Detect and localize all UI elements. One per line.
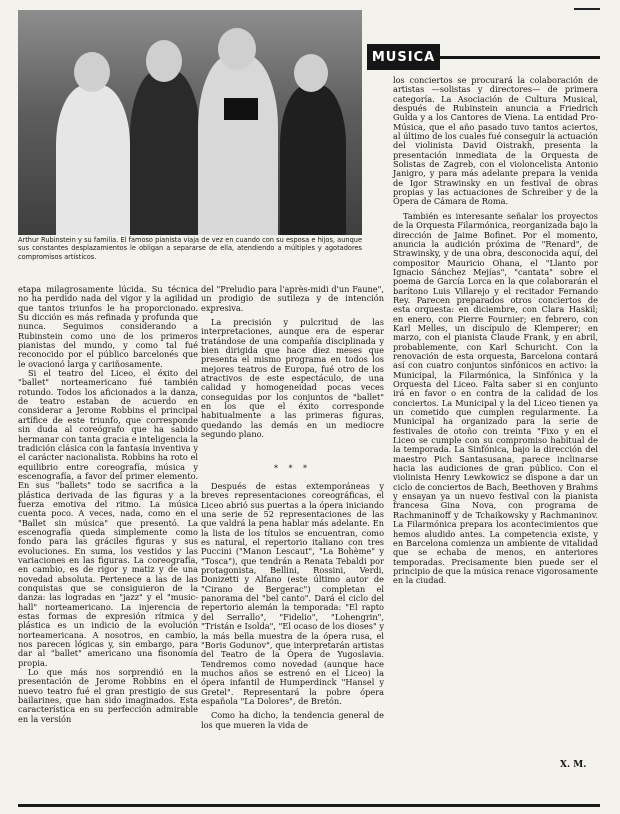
paragraph: del "Preludio para l'après-midi d'un Faune", un prodigio de sutileza y de intención expresiva.: [201, 284, 384, 313]
bottom-rule: [18, 804, 600, 807]
head-center-left: [146, 40, 182, 82]
figure-center-right: [198, 55, 278, 235]
column-3: [393, 76, 598, 586]
figure-left: [56, 85, 130, 235]
top-rule: [574, 8, 600, 10]
head-right: [294, 54, 328, 92]
paragraph: Después de estas extemporáneas y breves representaciones coreográficas, el Liceo abrió sus puertas a la ópera iniciando una serie de 52 representaciones de las que valdrá la pena hablar más adelante. En la lista de los títulos se encuentran, como es natural, el repertorio italiano con tres Puccini ("Manon Lescaut", "La Bohème" y "Tosca"), que tendrán a Renata Tebaldi por protagonista, Bellini, Rossini, Verdi, Donizetti y Alfano (este último autor de "Cirano de Bergerac") completan el panorama del "bel canto". Dará el ciclo del repertorio alemán la temporada: "El rapto del Serrallo", "Fidelio", "Lohengrin", "Tristán e Isolda", "El ocaso de los dioses" y la más bella muestra de la ópera rusa, el "Boris Godunov", que interpretarán artistas del Teatro de la Ópera de Yugoslavia. Tendremos como novedad (aunque hace muchos años se estrenó en el Liceo) la ópera infantil de Humperdinck "Hansel y Gretel". Representará la pobre ópera española "La Dolores", de Bretón.: [201, 481, 384, 706]
author-signature: X. M.: [560, 760, 587, 770]
section-badge: [367, 44, 440, 70]
photo-caption: Arthur Rubinstein y su familia. El famoso pianista viaja de vez en cuando con su esposa e hijos, aunque sus constantes desplazamientos le obligan a separarse de ella, atendiendo a múltiples y agotadores compromisos artísticos.: [18, 236, 362, 261]
folder-in-hand: [224, 98, 258, 120]
column-2-continued: [201, 482, 384, 730]
paragraph: También es interesante señalar los proyectos de la Orquesta Filarmónica, reorganizada bajo la dirección de Jaime Bofinet. Por el momento, anuncia la audición próxima de "Renard", de Strawinsky, y de una obra, desconocida aquí, del compositor Mauricio Ohana, el "Llanto por Ignacio Sánchez Mejías", "cantata" sobre el poema de García Lorca en la que colaborarán el barítono Luis Villarejo y el recitador Fernando Rey. Parecen preparados otros conciertos de esta orquesta: en diciembre, con Clara Haskil; en enero, con Pierre Fournier; en febrero, con Karl Melles, un discípulo de Klemperer; en marzo, con el pianista Claude Frank, y en abril, probablemente, con Karl Schuricht. Con la renovación de esta orquesta, Barcelona contará así con cuatro conjuntos sinfónicos en activo: la Municipal, la Filarmónica, la Sinfónica y la Orquesta del Liceo. Falta saber si en conjunto irá en favor o en contra de la calidad de los conciertos. La Municipal y la del Liceo tienen ya un cometido que cumplen regularmente. La Municipal ha organizado para la serie de festivales de otoño con treinta "Fixo y en el Liceo se cumple con su compromiso habitual de la temporada. La Sinfónica, bajo la dirección del maestro Pich Santasusana, parece inclinarse hacia las audiciones de gran público. Con el violinista Henry Lewkowicz se dispone a dar un ciclo de conciertos de Bach, Beethoven y Brahms y ensayan ya un nuevo festival con la pianista francesa Gina Nova, con programa de Rachmaninoff y de Tchaikowsky y Rachmaninov. La Filarmónica prepara los acontecimientos que hemos aludido antes. La competencia existe, y en Barcelona comienza un ambiente de vitalidad que se echaba de menos, en anteriores temporadas. Precisamente bien puede ser el principio de que la música renace vigorosamente en la ciudad.: [393, 210, 598, 586]
head-center-right: [218, 28, 256, 70]
column-2: [201, 285, 384, 440]
paragraph: La precisión y pulcritud de las interpretaciones, aunque era de esperar tratándose de una compañía disciplinada y bien dirigida que hace diez meses que presenta el mismo programa en todos los mejores teatros de Europa, fué otro de los atractivos de este espectáculo, de una calidad y homogeneidad pocas veces conseguidas por los conjuntos de "ballet" en los que el éxito corresponde habitualmente a las primeras figuras, quedando las demás en un mediocre segundo plano.: [201, 317, 384, 440]
paragraph: Como ha dicho, la tendencia general de los que mueren la vida de: [201, 710, 384, 730]
paragraph: Lo que más nos sorprendió en la presentación de Jerome Robbins en el nuevo teatro fué el gran prestigio de sus bailarines, que han sido imaginados. Esta característica en su perfección admirable en la versión: [18, 667, 198, 724]
paragraph: Si el teatro del Liceo, el éxito del "ballet" norteamericano fué también rotundo. Todos los aficionados a la danza, de teatro estaban de acuerdo en considerar a Jerome Robbins el principal artífice de este triunfo, que corresponde sin duda al coreógrafo que ha sabido hermanar con tanta gracia e inteligencia la tradición clásica con la fantasía inventiva y el carácter nacionalista. Robbins ha roto el equilibrio entre coreografía, música y escenografía, a favor del primer elemento. En sus "ballets" todo se sacrifica a la plástica derivada de las figuras y a la fuerza emotiva del ritmo. La música cuenta poco. A veces, nada, como en el "Ballet sin música" que presentó. La escenografía queda simplemente como fondo para las gráciles figuras y sus evoluciones. En suma, los vestidos y las variaciones en las figuras. La coreografía, en cambio, es de rigor y matiz y de una novedad absoluta. Pertenece a las de las conquistas que se consiguieron de la danza: las logradas en "jazz" y el "music-hall" norteamericano. La injerencia de estas formas de expresión rítmica y plástica es un indicio de la evolución norteamericana. A nosotros, en cambio, nos parecen lógicas y, sin embargo, para dar al "ballet" americano una fisonomía propia.: [18, 368, 198, 668]
section-label: MUSICA: [371, 49, 436, 65]
section-separator: * * *: [273, 464, 312, 473]
figure-right: [280, 85, 346, 235]
figure-center-left: [130, 70, 200, 235]
paragraph: etapa milagrosamente lúcida. Su técnica no ha perdido nada del vigor y la agilidad que tantos triunfos le ha proporcionado. Su dicción es más refinada y profunda que nunca. Seguimos considerando a Rubinstein como uno de los primeros pianistas del mundo, y como tal fué reconocido por el público barcelonés que le ovacionó larga y cariñosamente.: [18, 284, 198, 369]
section-rule: [440, 56, 600, 59]
head-left: [74, 52, 110, 92]
paragraph: los conciertos se procurará la colaboración de artistas —solistas y directores— de primera categoría. La Asociación de Cultura Musical, después de Rubinstein anuncia a Friedrich Gulda y a los Cantores de Viena. La entidad Pro-Música, que el año pasado tuvo tantos aciertos, al último de los cuales fué conseguir la actuación del violinista David Oistrakh, presenta la presentación inmediata de la Orquesta de Solistas de Zagreb, con el violoncelista Antonio Janigro, y para más adelante prepara la venida de Igor Strawinsky en un festival de obras propias y las actuaciones de Schreiber y de la Ópera de Cámara de Roma.: [393, 75, 598, 207]
column-1: [18, 285, 198, 724]
family-photo: [18, 10, 362, 235]
